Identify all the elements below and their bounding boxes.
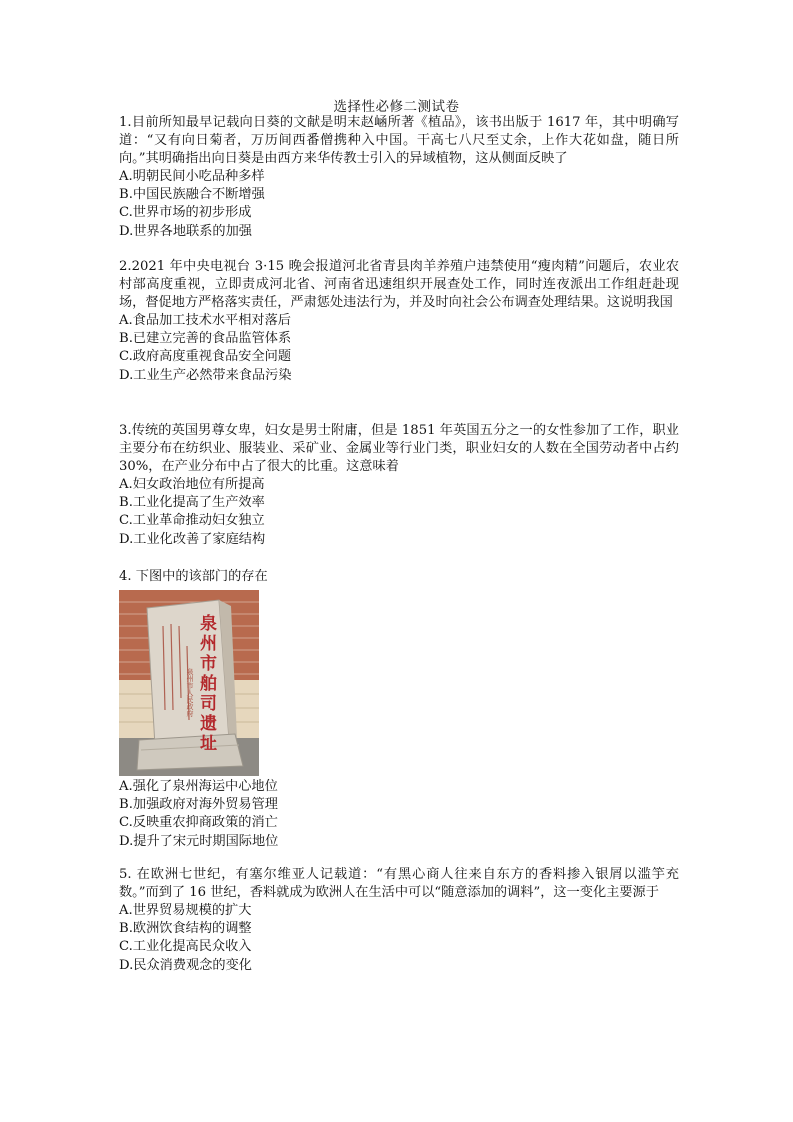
option-list <box>119 778 679 851</box>
option-list <box>119 168 679 241</box>
question-stem: 4. 下图中的该部门的存在 <box>119 569 268 584</box>
option-list <box>119 902 679 975</box>
option-a: A.妇女政治地位有所提高 <box>119 477 265 492</box>
option-b: B.已建立完善的食品监管体系 <box>119 331 292 347</box>
question-4 <box>119 568 679 851</box>
question-stem: 3.传统的英国男尊女卑，妇女是男士附庸，但是 1851 年英国五分之一的女性参加了工作，职业主要分布在纺织业、服装业、采矿业、金属业等行业门类，职业妇女的人数在全国劳动者中占约 30%，在产业分布中占了很大的比重。这意味着 <box>119 423 679 474</box>
question-5 <box>119 866 679 975</box>
stele-main-text: 泉州市舶司遗址 <box>196 614 216 754</box>
question-1 <box>119 114 679 241</box>
option-c: C.政府高度重视食品安全问题 <box>119 349 292 365</box>
question-stem: 2.2021 年中央电视台 3·15 晚会报道河北省青县肉羊养殖户违禁使用“瘦肉精”问题后，农业农村部高度重视，立即责成河北省、河南省迅速组织开展查处工作，同时连夜派出工作组赶赴现场，督促地方严格落实责任，严肃惩处违法行为，并及时向社会公布调查处理结果。这说明我国 <box>119 259 679 310</box>
question-3 <box>119 422 679 549</box>
option-b: B.中国民族融合不断增强 <box>119 187 265 203</box>
option-a: A.强化了泉州海运中心地位 <box>119 779 278 794</box>
option-d: D.提升了宋元时期国际地位 <box>119 833 279 849</box>
option-d: D.世界各地联系的加强 <box>119 223 252 239</box>
option-b: B.加强政府对海外贸易管理 <box>119 797 278 813</box>
option-c: C.反映重农抑商政策的消亡 <box>119 815 278 831</box>
option-c: C.工业革命推动妇女独立 <box>119 513 265 529</box>
option-c: C.世界市场的初步形成 <box>119 205 252 221</box>
stele-side-text: 泉州市人民政府 <box>186 668 194 717</box>
stele-photo <box>119 590 259 776</box>
option-a: A.食品加工技术水平相对落后 <box>119 313 291 328</box>
option-c: C.工业化提高民众收入 <box>119 939 252 955</box>
option-d: D.工业化改善了家庭结构 <box>119 531 266 547</box>
question-stem: 5. 在欧洲七世纪，有塞尔维亚人记载道：“有黑心商人往来自东方的香料掺入银屑以滥竽充数。”而到了 16 世纪，香料就成为欧洲人在生活中可以“随意添加的调料”，这一变化主要源于 <box>119 867 679 900</box>
question-2 <box>119 258 679 385</box>
option-a: A.世界贸易规模的扩大 <box>119 903 252 918</box>
option-list <box>119 476 679 549</box>
option-b: B.欧洲饮食结构的调整 <box>119 921 252 937</box>
option-a: A.明朝民间小吃品种多样 <box>119 169 265 184</box>
option-d: D.民众消费观念的变化 <box>119 957 252 973</box>
page-title: 选择性必修二测试卷 <box>333 99 460 115</box>
question-stem: 1.目前所知最早记载向日葵的文献是明末赵崡所著《植品》，该书出版于 1617 年，其中明确写道：“又有向日菊者，万历间西番僧携种入中国。干高七八尺至丈余，上作大花如盘，随日所向。”其明确指出向日葵是由西方来华传教士引入的异域植物，这从侧面反映了 <box>119 115 679 166</box>
option-list <box>119 312 679 385</box>
option-b: B.工业化提高了生产效率 <box>119 495 265 511</box>
option-d: D.工业生产必然带来食品污染 <box>119 367 292 383</box>
